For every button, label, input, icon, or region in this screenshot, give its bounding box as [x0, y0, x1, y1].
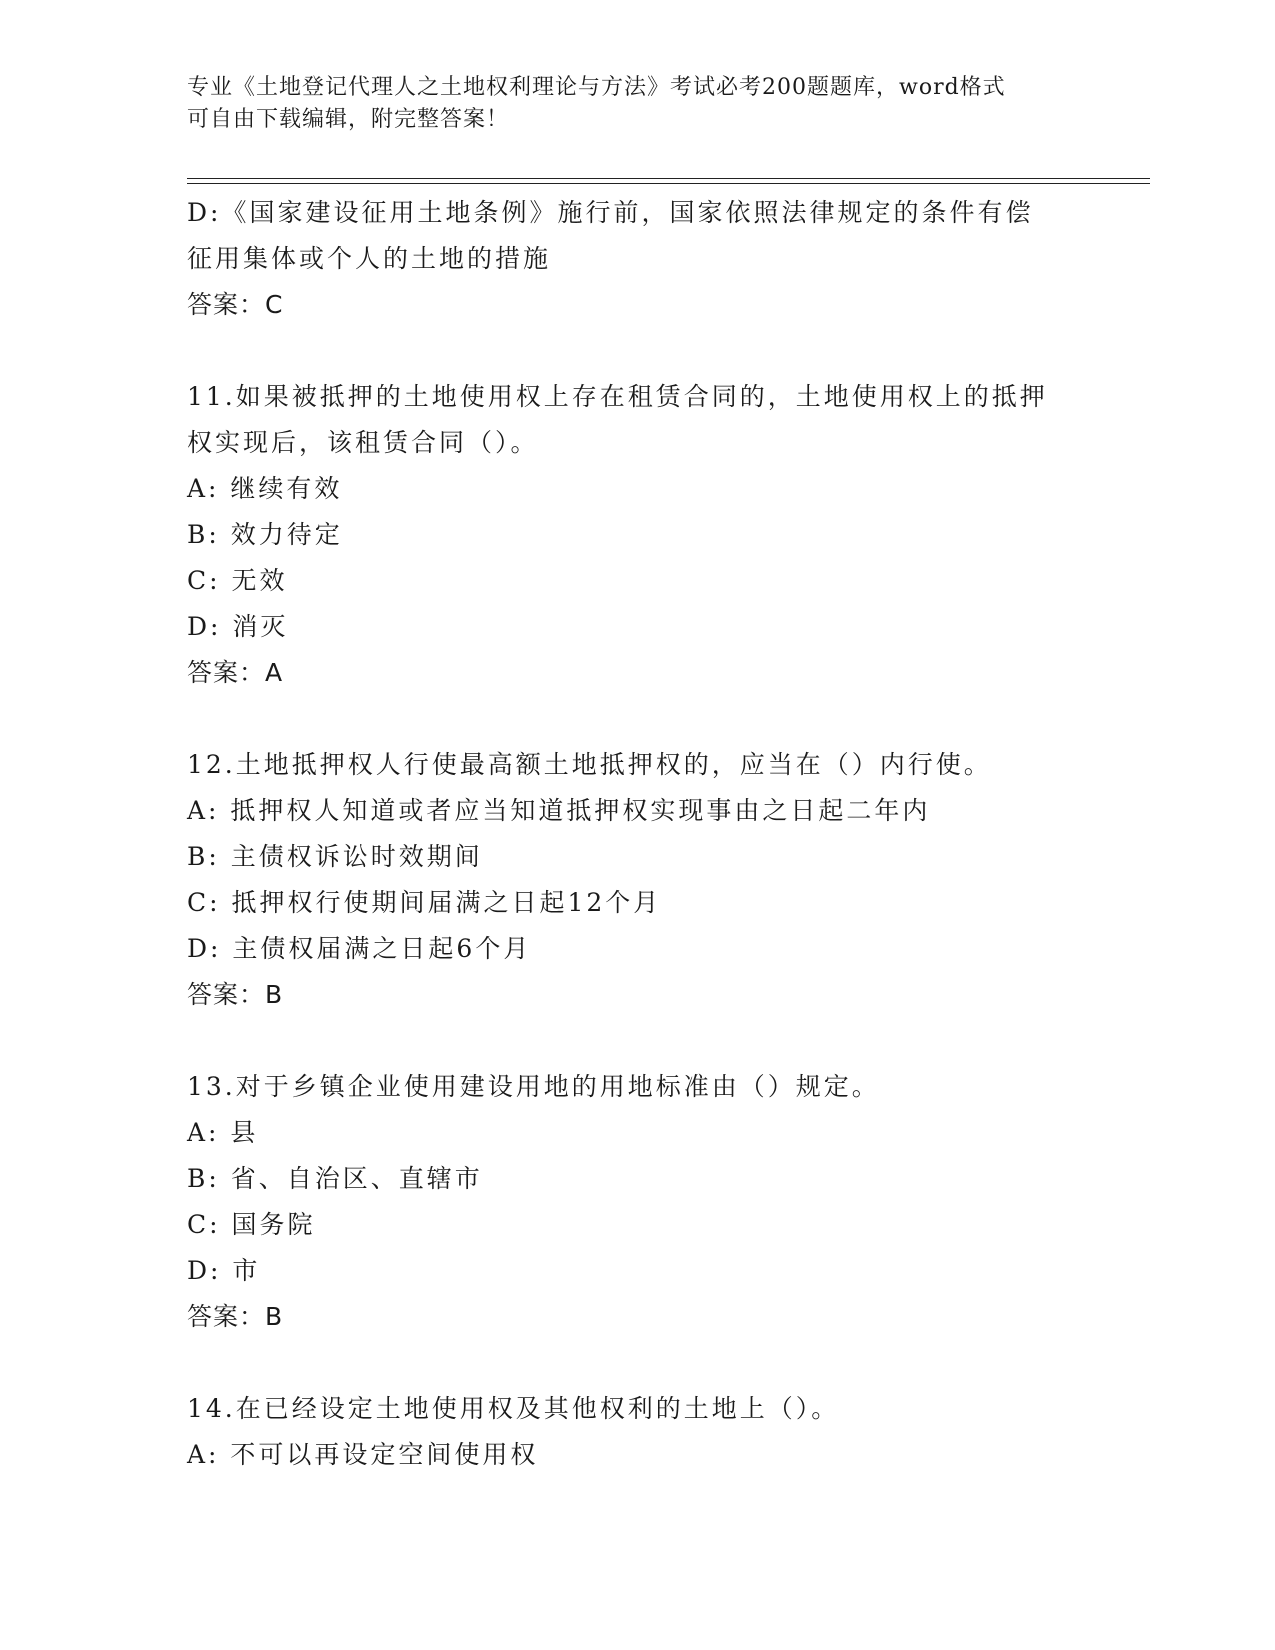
- header-line-2: 可自由下载编辑，附完整答案！: [187, 107, 510, 132]
- option-c: C: 国务院: [187, 1210, 316, 1239]
- option-b: B: 省、自治区、直辖市: [187, 1164, 483, 1193]
- question-11: [187, 374, 1077, 696]
- question-12: [187, 742, 1077, 1018]
- question-13: [187, 1064, 1077, 1340]
- option-d-continued: 征用集体或个人的土地的措施: [187, 244, 552, 273]
- option-c: C: 抵押权行使期间届满之日起12个月: [187, 888, 662, 917]
- previous-question-tail: [187, 190, 1077, 328]
- question-stem: 14.在已经设定土地使用权及其他权利的土地上（）。: [187, 1394, 840, 1423]
- option-b: B: 效力待定: [187, 520, 343, 549]
- option-d: D:《国家建设征用土地条例》施行前，国家依照法律规定的条件有偿: [187, 198, 1034, 227]
- option-a: A: 抵押权人知道或者应当知道抵押权实现事由之日起二年内: [187, 796, 931, 825]
- question-stem: 11.如果被抵押的土地使用权上存在租赁合同的，土地使用权上的抵押: [187, 382, 1048, 411]
- option-c: C: 无效: [187, 566, 288, 595]
- answer: 答案：C: [187, 290, 284, 319]
- option-d: D: 消灭: [187, 612, 289, 641]
- document-header: [187, 72, 1087, 136]
- question-14: [187, 1386, 1077, 1478]
- option-a: A: 不可以再设定空间使用权: [187, 1440, 539, 1469]
- answer: 答案：B: [187, 980, 284, 1009]
- answer: 答案：A: [187, 658, 284, 687]
- option-a: A: 县: [187, 1118, 259, 1147]
- header-rule-bottom: [187, 183, 1150, 184]
- question-stem-continued: 权实现后，该租赁合同（）。: [187, 428, 539, 457]
- question-stem: 13.对于乡镇企业使用建设用地的用地标准由（）规定。: [187, 1072, 880, 1101]
- header-rule-top: [187, 178, 1150, 179]
- header-line-1: 专业《土地登记代理人之土地权利理论与方法》考试必考200题题库，word格式: [187, 75, 1006, 100]
- answer: 答案：B: [187, 1302, 284, 1331]
- option-d: D: 主债权届满之日起6个月: [187, 934, 532, 963]
- option-d: D: 市: [187, 1256, 261, 1285]
- question-stem: 12.土地抵押权人行使最高额土地抵押权的，应当在（）内行使。: [187, 750, 992, 779]
- option-a: A: 继续有效: [187, 474, 343, 503]
- option-b: B: 主债权诉讼时效期间: [187, 842, 483, 871]
- question-list: [187, 190, 1077, 1478]
